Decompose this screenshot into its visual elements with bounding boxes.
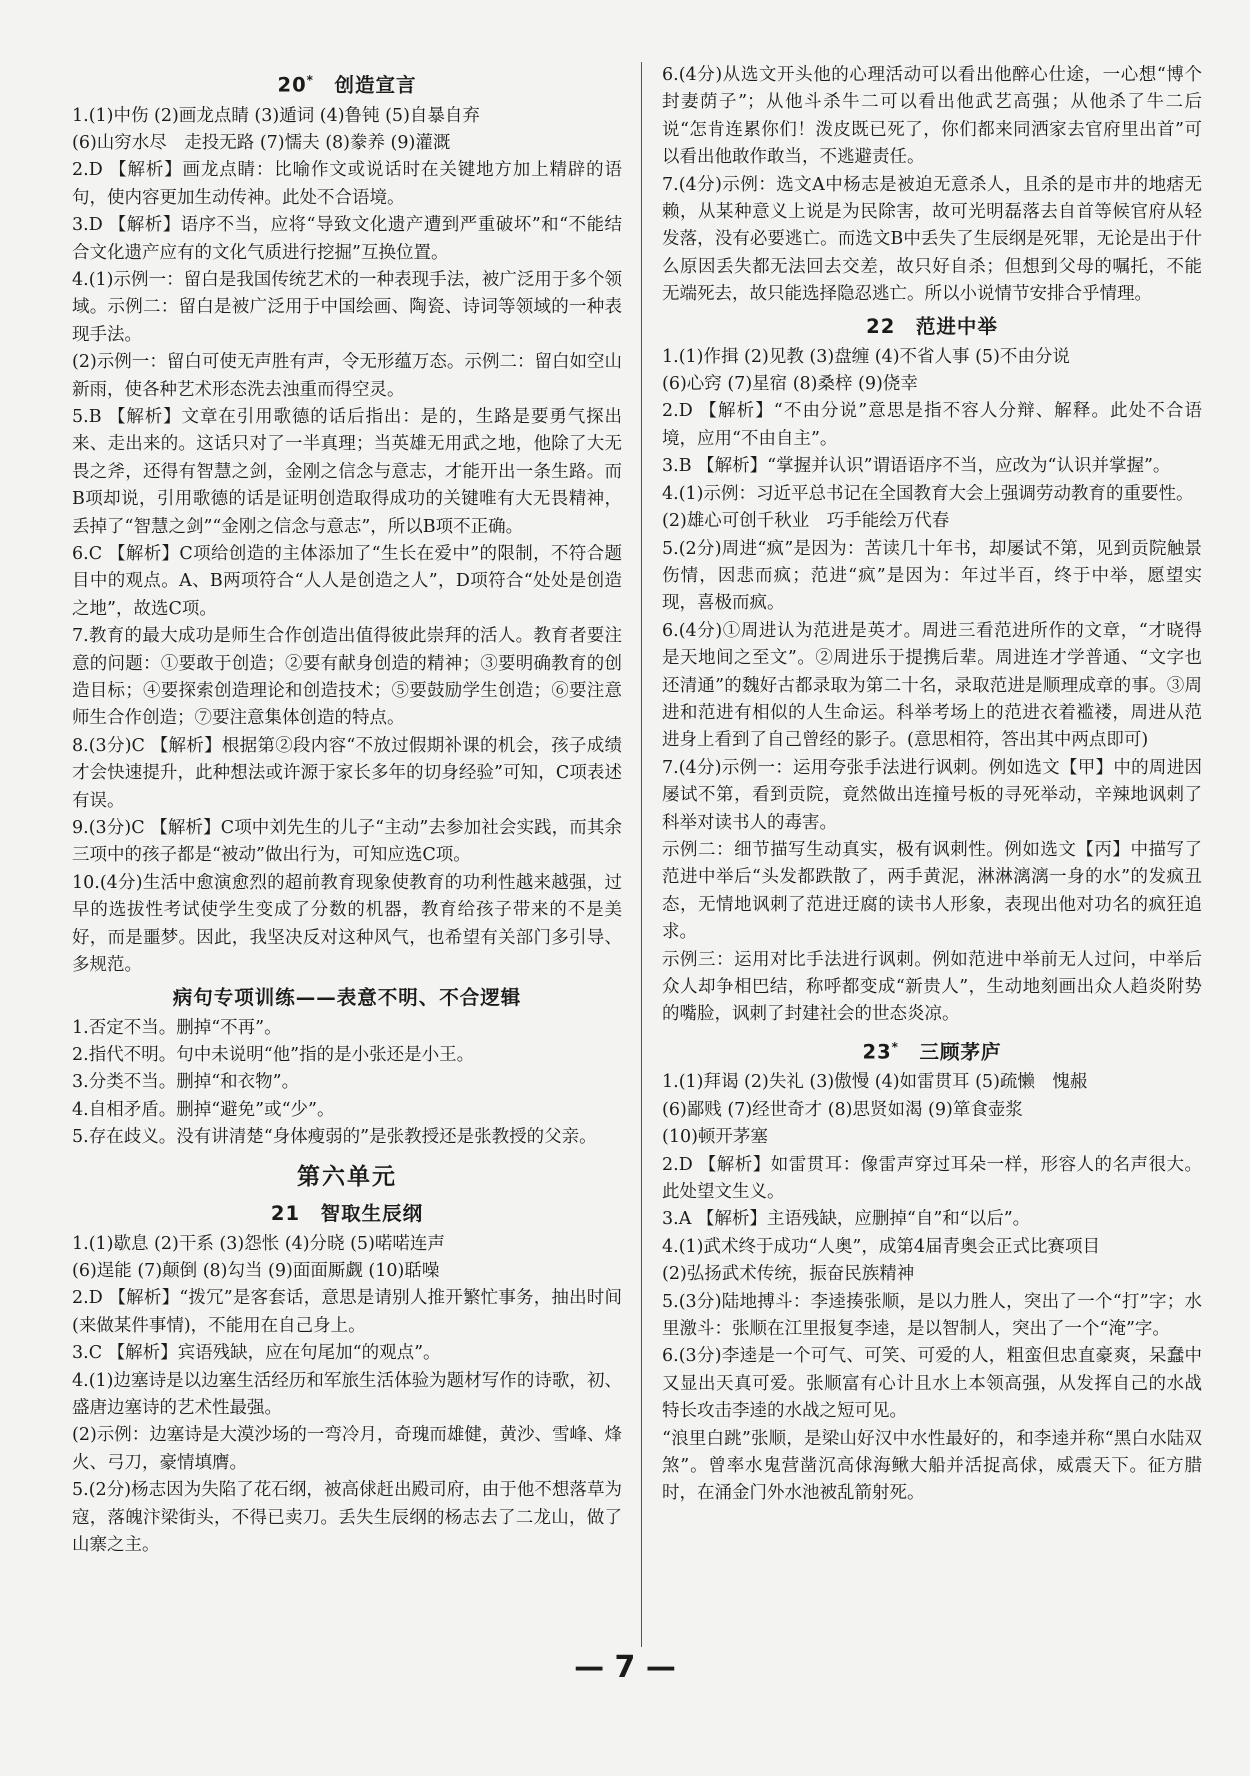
answer-paragraph: 1.(1)歇息 (2)干系 (3)怨怅 (4)分晓 (5)喏喏连声 bbox=[72, 1233, 445, 1254]
left-column bbox=[72, 62, 622, 1559]
section-title: 范进中举 bbox=[915, 314, 998, 338]
answer-paragraph: 6.(4分)①周进认为范进是英才。周进三看范进所作的文章，“才晓得是天地间之至文”。②周进乐于提携后辈。周进连才学普通、“文字也还清通”的魏好古都录取为第二十名，录取范进是顺理成章的事。③周进和范进有相似的人生命运。科举考场上的范进衣着褴褛，周进从范进身上看到了自己曾经的影子。(意思相符，答出其中两点即可) bbox=[662, 620, 1202, 751]
answer-paragraph: 1.(1)中伤 (2)画龙点睛 (3)遁词 (4)鲁钝 (5)自暴自弃 bbox=[72, 105, 480, 126]
answer-paragraph: (2)示例一：留白可使无声胜有声，令无形蕴万态。示例二：留白如空山新雨，使各种艺术形态洗去浊重而得空灵。 bbox=[72, 352, 622, 400]
section-heading bbox=[72, 1199, 622, 1229]
section-title: 第六单元 bbox=[297, 1163, 397, 1190]
right-column bbox=[662, 62, 1202, 1508]
answer-paragraph: 3.D 【解析】语序不当，应将“导致文化遗产遭到严重破坏”和“不能结合文化遗产应有的文化气质进行挖掘”互换位置。 bbox=[72, 215, 622, 263]
answer-paragraph: 4.(1)边塞诗是以边塞生活经历和军旅生活体验为题材写作的诗歌，初、盛唐边塞诗的艺术性最强。 bbox=[72, 1370, 622, 1418]
answer-paragraph: 9.(3分)C 【解析】C项中刘先生的儿子“主动”去参加社会实践，而其余三项中的孩子都是“被动”做出行为，可知应选C项。 bbox=[72, 818, 622, 866]
answer-paragraph: 2.D 【解析】画龙点睛：比喻作文或说话时在关键地方加上精辟的语句，使内容更加生动传神。此处不合语境。 bbox=[72, 160, 622, 208]
answer-paragraph: (6)逞能 (7)颠倒 (8)勾当 (9)面面厮觑 (10)聒噪 bbox=[72, 1260, 440, 1281]
answer-paragraph: (10)顿开茅塞 bbox=[662, 1127, 768, 1148]
self-study-mark: * bbox=[306, 73, 314, 87]
section-heading bbox=[72, 65, 622, 101]
answer-paragraph: 3.C 【解析】宾语残缺，应在句尾加“的观点”。 bbox=[72, 1343, 441, 1364]
answer-paragraph: 5.B 【解析】文章在引用歌德的话后指出：是的，生路是要勇气探出来、走出来的。这话只对了一半真理；当英雄无用武之地，他除了大无畏之斧，还得有智慧之剑，金刚之信念与意志，才能开出一条生路。而B项却说，引用歌德的话是证明创造取得成功的关键唯有大无畏精神，丢掉了“智慧之剑”“金刚之信念与意志”，所以B项不正确。 bbox=[72, 406, 622, 537]
answer-paragraph: (6)鄙贱 (7)经世奇才 (8)思贤如渴 (9)箪食壶浆 bbox=[662, 1099, 1023, 1120]
section-title: 病句专项训练——表意不明、不合逻辑 bbox=[172, 985, 522, 1009]
answer-paragraph: 10.(4分)生活中愈演愈烈的超前教育现象使教育的功利性越来越强，过早的选拔性考试使学生变成了分数的机器，教育给孩子带来的不是美好，而是噩梦。因此，我坚决反对这种风气，也希望有关部门多引导、多规范。 bbox=[72, 872, 622, 976]
answer-paragraph: 7.(4分)示例：选文A中杨志是被迫无意杀人，且杀的是市井的地痞无赖，从某种意义上说是为民除害，故可光明磊落去自首等候官府从轻发落，没有必要逃亡。而选文B中丢失了生辰纲是死罪，无论是出于什么原因丢失都无法回去交差，故只好自杀；但想到父母的嘱托，不能无端死去，故只能选择隐忍逃亡。所以小说情节安排合乎情理。 bbox=[662, 174, 1202, 305]
answer-paragraph: 3.分类不当。删掉“和衣物”。 bbox=[72, 1072, 300, 1093]
answer-paragraph: 6.(3分)李逵是一个可气、可笑、可爱的人，粗蛮但忠直豪爽，呆蠢中又显出天真可爱。张顺富有心计且水上本领高强，从发挥自己的水战特长攻击李逵的水战之短可见。 bbox=[662, 1346, 1202, 1422]
page-number: — 7 — bbox=[574, 1650, 676, 1685]
answer-paragraph: 4.(1)示例：习近平总书记在全国教育大会上强调劳动教育的重要性。 bbox=[662, 483, 1194, 504]
answer-paragraph: 5.(3分)陆地搏斗：李逵揍张顺，是以力胜人，突出了一个“打”字；水里激斗：张顺在江里报复李逵，是以智制人，突出了一个“淹”字。 bbox=[662, 1291, 1202, 1339]
answer-paragraph: 4.(1)武术终于成功“人奥”，成第4届青奥会正式比赛项目 bbox=[662, 1236, 1101, 1257]
answer-paragraph: 4.自相矛盾。删掉“避免”或“少”。 bbox=[72, 1099, 335, 1120]
answer-paragraph: 示例二：细节描写生动真实，极有讽刺性。例如选文【丙】中描写了范进中举后“头发都跌散了，两手黄泥，淋淋漓漓一身的水”的发疯丑态，无情地讽刺了范进迂腐的读书人形象，表现出他对功名的疯狂追求。 bbox=[662, 839, 1202, 943]
answer-paragraph: 4.(1)示例一：留白是我国传统艺术的一种表现手法，被广泛用于多个领域。示例二：留白是被广泛用于中国绘画、陶瓷、诗词等领域的一种表现手法。 bbox=[72, 269, 622, 345]
answer-paragraph: 示例三：运用对比手法进行讽刺。例如范进中举前无人过问，中举后众人却争相巴结，称呼都变成“新贵人”，生动地刻画出众人趋炎附势的嘴脸，讽刺了封建社会的世态炎凉。 bbox=[662, 949, 1202, 1025]
lesson-number: 23 bbox=[862, 1040, 892, 1064]
section-heading bbox=[72, 983, 622, 1013]
answer-paragraph: 1.(1)作揖 (2)见教 (3)盘缠 (4)不省人事 (5)不由分说 bbox=[662, 346, 1070, 367]
answer-paragraph: 3.B 【解析】“掌握并认识”谓语语序不当，应改为“认识并掌握”。 bbox=[662, 456, 1171, 477]
section-title: 三顾茅庐 bbox=[919, 1040, 1002, 1064]
answer-paragraph: (2)弘扬武术传统，振奋民族精神 bbox=[662, 1264, 915, 1285]
answer-paragraph: 1.(1)拜谒 (2)失礼 (3)傲慢 (4)如雷贯耳 (5)疏懒 愧赧 bbox=[662, 1072, 1088, 1093]
section-title: 创造宣言 bbox=[334, 73, 417, 97]
answer-paragraph: (2)雄心可创千秋业 巧手能绘万代春 bbox=[662, 511, 950, 532]
answer-paragraph: 8.(3分)C 【解析】根据第②段内容“不放过假期补课的机会，孩子成绩才会快速提升，此种想法或许源于家长多年的切身经验”可知，C项表述有误。 bbox=[72, 735, 622, 811]
answer-paragraph: (6)心窍 (7)星宿 (8)桑梓 (9)侥幸 bbox=[662, 374, 918, 395]
answer-paragraph: 3.A 【解析】主语残缺，应删掉“自”和“以后”。 bbox=[662, 1209, 1031, 1230]
answer-paragraph: 6.(4分)从选文开头他的心理活动可以看出他醉心仕途，一心想“博个封妻荫子”；从他斗杀牛二可以看出他武艺高强；从他杀了牛二后说“怎肯连累你们！泼皮既已死了，你们都来同洒家去官府里出首”可以看出他敢作敢当，不逃避责任。 bbox=[662, 65, 1202, 168]
lesson-number: 22 bbox=[866, 314, 896, 338]
answer-paragraph: 2.D 【解析】“不由分说”意思是指不容人分辩、解释。此处不合语境，应用“不由自主”。 bbox=[662, 401, 1202, 449]
answer-paragraph: 2.D 【解析】“拨冗”是客套话，意思是请别人推开繁忙事务，抽出时间(来做某件事情)，不能用在自己身上。 bbox=[72, 1288, 622, 1336]
answer-paragraph: (2)示例：边塞诗是大漠沙场的一弯冷月，奇瑰而雄健，黄沙、雪峰、烽火、弓刀，豪情填膺。 bbox=[72, 1425, 622, 1473]
answer-paragraph: 2.指代不明。句中未说明“他”指的是小张还是小王。 bbox=[72, 1044, 475, 1065]
answer-paragraph: 7.教育的最大成功是师生合作创造出值得彼此崇拜的活人。教育者要注意的问题：①要敢于创造；②要有献身创造的精神；③要明确教育的创造目标；④要探索创造理论和创造技术；⑤要鼓励学生创造；⑥要注意师生合作创造；⑦要注意集体创造的特点。 bbox=[72, 626, 622, 729]
answer-paragraph: 6.C 【解析】C项给创造的主体添加了“生长在爱中”的限制，不符合题目中的观点。A、B两项符合“人人是创造之人”，D项符合“处处是创造之地”，故选C项。 bbox=[72, 544, 622, 619]
answer-paragraph: 5.(2分)杨志因为失陷了花石纲，被高俅赶出殿司府，由于他不想落草为寇，落魄汴梁街头，不得已卖刀。丢失生辰纲的杨志去了二龙山，做了山寨之主。 bbox=[72, 1480, 622, 1555]
section-heading bbox=[662, 1032, 1202, 1068]
lesson-number: 21 bbox=[270, 1201, 301, 1225]
section-heading bbox=[662, 312, 1202, 342]
column-divider bbox=[641, 62, 642, 1647]
section-heading bbox=[72, 1158, 622, 1196]
answer-paragraph: 7.(4分)示例一：运用夸张手法进行讽刺。例如选文【甲】中的周进因屡试不第，看到贡院，竟然做出连撞号板的寻死举动，辛辣地讽刺了科举对读书人的毒害。 bbox=[662, 757, 1202, 833]
answer-paragraph: 5.存在歧义。没有讲清楚“身体瘦弱的”是张教授还是张教授的父亲。 bbox=[72, 1127, 597, 1148]
answer-paragraph: 2.D 【解析】如雷贯耳：像雷声穿过耳朵一样，形容人的名声很大。此处望文生义。 bbox=[662, 1154, 1202, 1202]
answer-paragraph: 1.否定不当。删掉“不再”。 bbox=[72, 1017, 282, 1038]
answer-paragraph: 5.(2分)周进“疯”是因为：苦读几十年书，却屡试不第，见到贡院触景伤情，因悲而疯；范进“疯”是因为：年过半百，终于中举，愿望实现，喜极而疯。 bbox=[662, 538, 1202, 614]
section-title: 智取生辰纲 bbox=[320, 1201, 424, 1225]
answer-paragraph: “浪里白跳”张顺，是梁山好汉中水性最好的，和李逵并称“黑白水陆双煞”。曾率水鬼营凿沉高俅海鳅大船并活捉高俅，威震天下。征方腊时，在涌金门外水池被乱箭射死。 bbox=[662, 1428, 1202, 1504]
lesson-number: 20 bbox=[277, 73, 307, 97]
answer-paragraph: (6)山穷水尽 走投无路 (7)懦夫 (8)豢养 (9)灌溉 bbox=[72, 132, 451, 153]
self-study-mark: * bbox=[891, 1039, 899, 1054]
